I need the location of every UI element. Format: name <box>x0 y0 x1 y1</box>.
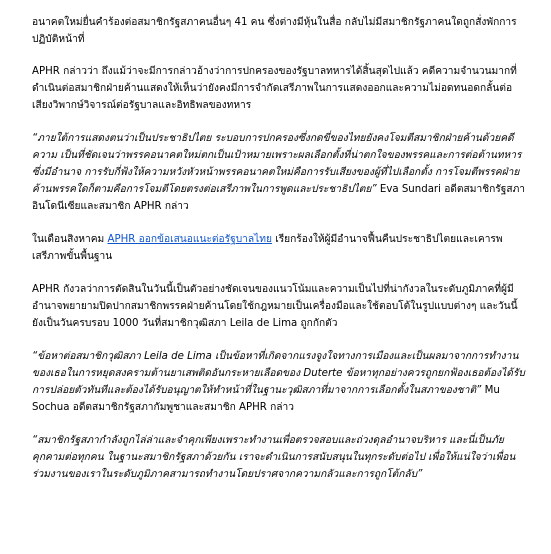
paragraph-4-before-link: ในเดือนสิงหาคม <box>32 234 108 245</box>
paragraph-5: APHR กังวลว่าการตัดสินในวันนี้เป็นตัวอย่างชัดเจนของแนวโน้มและความเป็นไปที่น่ากังวลในระดับภูมิภาคที่ผู้มีอำนาจพยายามปิดปากสมาชิกพรรคฝ่ายค้านโดยใช้กฎหมายเป็นเครื่องมือและใช้ตอบโต้ในรูปแบบต่างๆ และวันนี้ยังเป็นวันครบรอบ 1000 วันที่สมาชิกวุฒิสภา Leila de Lima ถูกกักตัว <box>32 284 518 329</box>
paragraph-3-quote <box>32 130 528 215</box>
paragraph-4 <box>32 231 528 265</box>
paragraph-2: APHR กล่าวว่า ถึงแม้ว่าจะมีการกล่าวอ้างว่าการปกครองของรัฐบาลทหารได้สิ้นสุดไปแล้ว คดีความจำนวนมากที่ดำเนินต่อสมาชิกฝ่ายค้านแสดงให้เห็นว่ายังคงมีการจำกัดเสรีภาพในการแสดงออกและความไม่อดทนอดกลั้นต่อเสียงวิพากษ์วิจารณ์ต่อรัฐบาลและอิทธิพลของทหาร <box>32 66 517 111</box>
quote-eva-sundari: “ภายใต้การแสดงตนว่าเป็นประชาธิปไตย ระบอบการปกครองซึ่งกดขี่ของไทยยังคงโจมตีสมาชิกฝ่ายค้านด้วยคดีความ เป็นที่ชัดเจนว่าพรรคอนาคตใหม่ตกเป็นเป้าหมายเพราะผลเลือกตั้งที่น่าตกใจของพรรคและการต่อต้านทหารซึ่งมีอำนาจ การรับกี่ฟ้งให้ความหวังหัวหน้าพรรคอนาคตใหม่คือการรับเสียงของผู้ที่ไปเลือกตั้ง การโจมตีพรรคฝ่ายค้านพรรคใดก็ตามคือการโจมตีโดยตรงต่อเสรีภาพในการพูดและประชาธิปไตย” <box>32 133 522 195</box>
quote-leila-de-lima: “ข้อหาต่อสมาชิกวุฒิสภา Leila de Lima เป็นข้อหาที่เกิดจากแรงจูงใจทางการเมืองและเป็นผลมาจากการทำงานของเธอในการหยุดสงครามต้านยาเสพติดอันกระหายเลือดของ Duterte ข้อหาทุกอย่างควรถูกยกฟ้องเธอต้องได้รับการปล่อยตัวทันทีและต้องได้รับอนุญาตให้ทำหน้าที่ในฐานะวุฒิสภาที่มาจากการเลือกตั้งในสภาของชาติ” <box>32 351 525 396</box>
paragraph-6-quote <box>32 348 528 416</box>
paragraph-7-quote: “สมาชิกรัฐสภากำลังถูกไล่ล่าและจำคุกเพียงเพราะทำงานเพื่อตรวจสอบและถ่วงดุลอำนาจบริหาร และนี่เป็นภัยคุกคามต่อทุกคน ในฐานะสมาชิกรัฐสภาด้วยกัน เราจะดำเนินการสนับสนุนในทุกระดับต่อไป เพื่อให้แน่ใจว่าเพื่อนร่วมงานของเราในระดับภูมิภาคสามารถทำงานโดยปราศจากความกลัวและการถูกโต้กลับ” <box>32 435 516 480</box>
attribution-mu-sochua: Mu Sochua อดีตสมาชิกรัฐสภากัมพูชาและสมาชิก APHR กล่าว <box>32 385 500 413</box>
article-body <box>32 14 528 483</box>
aphr-recommendations-link[interactable]: APHR ออกข้อเสนอแนะต่อรัฐบาลไทย <box>107 234 272 245</box>
paragraph-1: อนาคตใหม่ยื่นคำร้องต่อสมาชิกรัฐสภาคนอื่นๆ 41 คน ซึ่งต่างมีหุ้นในสื่อ กลับไม่มีสมาชิกรัฐภาคนใดถูกสั่งพักการปฏิบัติหน้าที่ <box>32 17 517 45</box>
attribution-eva-sundari: Eva Sundari อดีตสมาชิกรัฐสภาอินโดนีเซียและสมาชิก APHR กล่าว <box>32 184 526 212</box>
paragraph-4-after-link: เรียกร้องให้ผู้มีอำนาจฟื้นคืนประชาธิปไตยและเคารพเสรีภาพขั้นพื้นฐาน <box>32 234 503 262</box>
